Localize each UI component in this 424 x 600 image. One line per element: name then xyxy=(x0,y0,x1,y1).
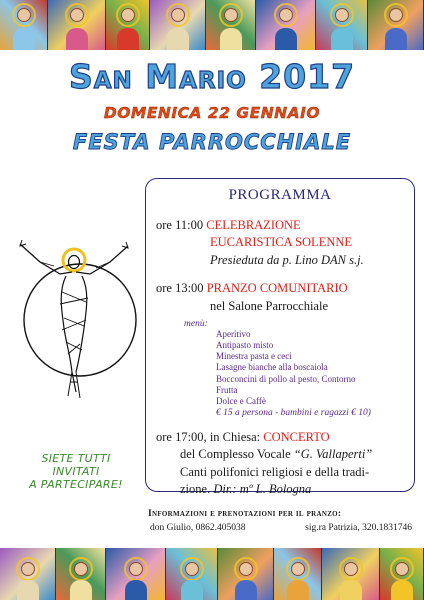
saint-figure xyxy=(171,8,185,22)
saint-figure xyxy=(279,8,293,22)
menu-item: Frutta xyxy=(216,384,238,395)
concert-line3-prefix: zione. xyxy=(180,482,214,497)
stained-glass-tile xyxy=(48,0,106,50)
saint-figure xyxy=(224,8,238,22)
invite-line-2: INVITATI xyxy=(52,465,100,479)
saint-figure xyxy=(17,8,31,22)
robe-shape xyxy=(167,28,189,50)
menu-list xyxy=(216,329,404,407)
stained-glass-tile xyxy=(380,548,424,600)
top-decorative-band xyxy=(0,0,424,50)
stained-glass-tile xyxy=(0,548,56,600)
event-date: DOMENICA 22 GENNAIO xyxy=(103,104,321,122)
invite-line-1: SIETE TUTTI xyxy=(41,452,111,465)
stained-glass-tile xyxy=(150,0,206,50)
event-mass xyxy=(156,218,404,232)
stained-glass-tile xyxy=(322,548,380,600)
event-lunch xyxy=(156,281,404,295)
stained-glass-tile xyxy=(206,0,256,50)
saint-figure xyxy=(129,562,143,576)
event-concert-time: ore 17:00, xyxy=(156,429,207,444)
event-mass-title-1: CELEBRAZIONE xyxy=(206,218,301,232)
stained-glass-tile xyxy=(166,548,218,600)
robe-shape xyxy=(70,580,92,600)
event-lunch-time: ore 13:00 xyxy=(156,281,204,296)
saint-figure xyxy=(291,562,305,576)
saint-figure xyxy=(74,562,88,576)
robe-shape xyxy=(17,580,39,600)
event-concert xyxy=(156,430,404,444)
event-mass-title-2: EUCARISTICA SOLENNE xyxy=(210,235,353,250)
info-heading: Informazioni e prenotazioni per il pranzo: xyxy=(148,509,342,519)
event-mass-time: ore 11:00 xyxy=(156,218,204,232)
stained-glass-tile xyxy=(316,0,368,50)
robe-shape xyxy=(13,28,35,50)
saint-figure xyxy=(185,562,199,576)
robe-shape xyxy=(125,580,147,600)
event-concert-where: in Chiesa: xyxy=(209,429,261,444)
event-concert-line2: Canti polifonici religiosi e della tradi- xyxy=(180,464,370,479)
event-lunch-detail: nel Salone Parrocchiale xyxy=(210,298,329,313)
stained-glass-tile xyxy=(256,0,316,50)
stained-glass-tile xyxy=(368,0,424,50)
saint-figure xyxy=(335,8,349,22)
menu-item: Dolce e Caffè xyxy=(216,395,266,406)
robe-shape xyxy=(235,580,257,600)
robe-shape xyxy=(391,580,413,600)
robe-shape xyxy=(117,28,139,50)
robe-shape xyxy=(275,28,297,50)
stained-glass-tile xyxy=(218,548,274,600)
event-concert-line1 xyxy=(180,447,404,461)
event-subtitle: FESTA PARROCCHIALE xyxy=(72,130,352,154)
event-concert-line3 xyxy=(180,482,404,496)
concert-ensemble-prefix: del Complesso Vocale xyxy=(180,447,294,462)
saint-figure xyxy=(389,8,403,22)
menu-item: Bocconcini di pollo al pesto, Contorno xyxy=(216,373,356,384)
saint-figure xyxy=(21,562,35,576)
saint-figure xyxy=(70,8,84,22)
robe-shape xyxy=(385,28,407,50)
stained-glass-tile xyxy=(274,548,322,600)
menu-item: Lasagne bianche alla boscaiola xyxy=(216,362,328,373)
robe-shape xyxy=(220,28,242,50)
event-mass-line2 xyxy=(210,235,404,249)
contact-giulio: don Giulio, 0862.405038 xyxy=(150,523,246,533)
robe-shape xyxy=(181,580,203,600)
contact-patrizia: sig.ra Patrizia, 320.1831746 xyxy=(305,523,412,533)
invitation-text xyxy=(2,452,150,492)
saint-figure xyxy=(344,562,358,576)
menu-label: menù: xyxy=(184,318,208,329)
programme-box xyxy=(145,178,415,497)
saint-figure xyxy=(239,562,253,576)
bottom-decorative-band xyxy=(0,548,424,600)
saint-figure xyxy=(395,562,409,576)
event-lunch-title: PRANZO COMUNITARIO xyxy=(206,281,348,296)
concert-ensemble-name: “G. Vallaperti” xyxy=(293,447,373,462)
menu-item: Minestra pasta e ceci xyxy=(216,351,292,362)
menu-price: € 15 a persona - bambini e ragazzi € 10) xyxy=(216,407,371,418)
crucifix-illustration xyxy=(10,232,138,404)
robe-shape xyxy=(287,580,309,600)
event-concert-title: CONCERTO xyxy=(263,429,330,444)
stained-glass-tile xyxy=(106,548,166,600)
concert-director: Dir.: mº L. Bologna xyxy=(213,482,312,497)
robe-shape xyxy=(340,580,362,600)
robe-shape xyxy=(66,28,88,50)
invite-line-3: A PARTECIPARE! xyxy=(29,478,123,492)
robe-shape xyxy=(331,28,353,50)
event-mass-detail: Presieduta da p. Lino DAN s.j. xyxy=(210,252,364,267)
programme-heading: PROGRAMMA xyxy=(228,187,332,203)
stained-glass-tile xyxy=(106,0,150,50)
menu-item: Aperitivo xyxy=(216,328,251,339)
saint-figure xyxy=(121,8,135,22)
stained-glass-tile xyxy=(56,548,106,600)
contacts xyxy=(150,523,412,533)
page-title: San Mario 2017 xyxy=(68,57,356,96)
stained-glass-tile xyxy=(0,0,48,50)
menu-item: Antipasto misto xyxy=(216,340,274,351)
